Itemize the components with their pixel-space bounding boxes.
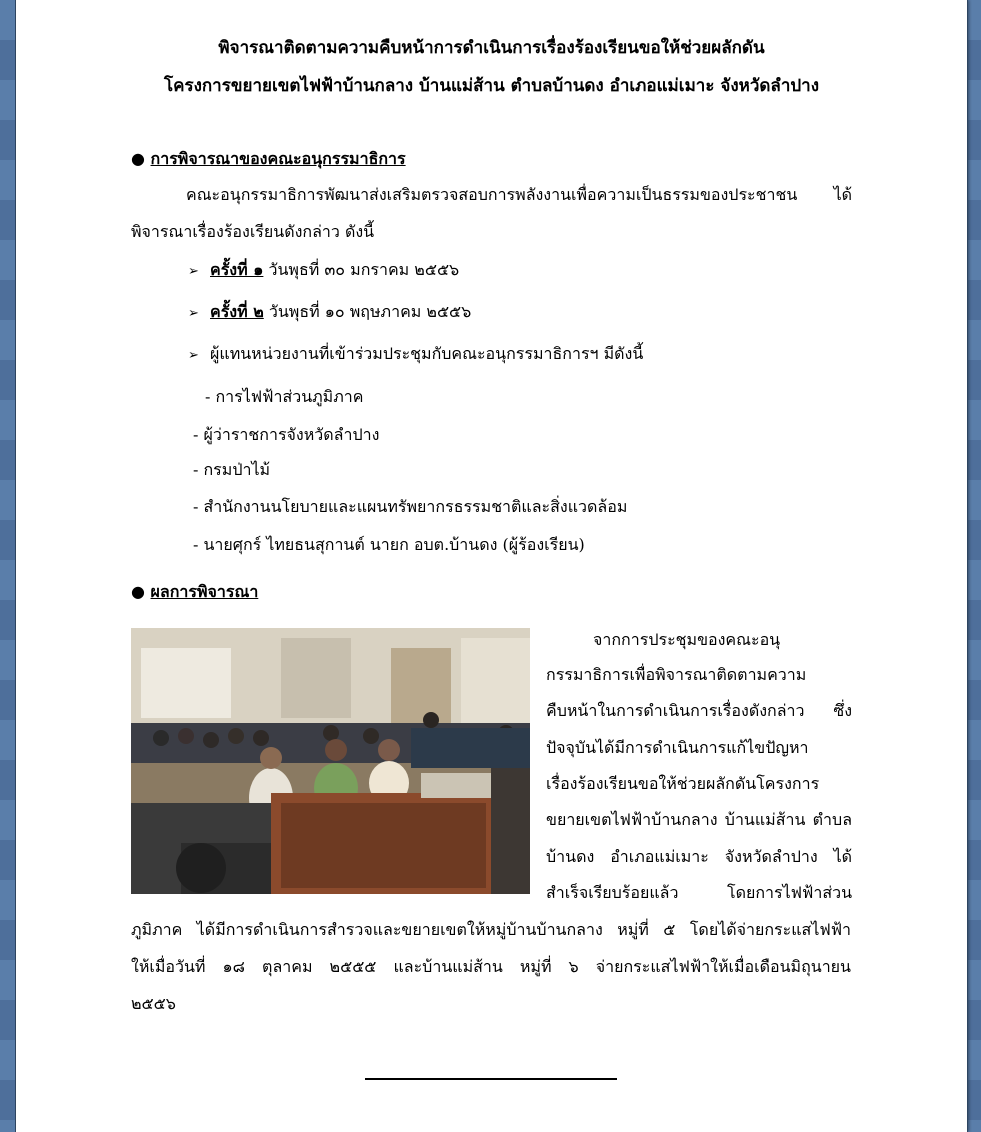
result-text-line: จากการประชุมของคณะอนุ xyxy=(593,630,781,649)
result-text-line: ปัจจุบันได้มีการดำเนินการแก้ไขปัญหา xyxy=(546,738,809,757)
result-text-line: ภูมิภาค ได้มีการดำเนินการสำรวจและขยายเขตให้หมู่บ้านบ้านกลาง หมู่ที่ ๕ โดยได้จ่ายกระแสไฟฟ้า xyxy=(131,920,851,939)
arrow-bullet-icon: ➢ xyxy=(188,264,199,279)
result-text-line: ๒๕๕๖ xyxy=(131,994,176,1013)
result-text-line: ขยายเขตไฟฟ้าบ้านกลาง บ้านแม่ส้าน ตำบล xyxy=(546,810,852,829)
meeting-item-1 xyxy=(188,258,459,283)
paragraph-line: พิจารณาเรื่องร้องเรียนดังกล่าว ดังนี้ xyxy=(131,222,375,241)
result-text-line: เรื่องร้องเรียนขอให้ช่วยผลักดันโครงการ xyxy=(546,774,820,793)
document-title-line-2: โครงการขยายเขตไฟฟ้าบ้านกลาง บ้านแม่ส้าน ตำบลบ้านดง อำเภอแม่เมาะ จังหวัดลำปาง xyxy=(163,76,820,96)
attendees-intro xyxy=(188,342,643,367)
document-page xyxy=(16,0,967,1132)
meeting-label: ครั้งที่ ๒ xyxy=(210,302,264,321)
meeting-photo-illustration xyxy=(131,628,530,894)
meeting-label: ครั้งที่ ๑ xyxy=(210,260,264,279)
closing-rule xyxy=(365,1078,617,1080)
result-text-line: บ้านดง อำเภอแม่เมาะ จังหวัดลำปาง ได้ xyxy=(546,847,852,866)
section-heading-text: ผลการพิจารณา xyxy=(150,582,259,601)
document-title-line-1: พิจารณาติดตามความคืบหน้าการดำเนินการเรื่องร้องเรียนขอให้ช่วยผลักดัน xyxy=(218,38,765,58)
attendee-item: - การไฟฟ้าส่วนภูมิภาค xyxy=(205,387,364,406)
attendee-item: - ผู้ว่าราชการจังหวัดลำปาง xyxy=(193,425,380,444)
section-heading-text: การพิจารณาของคณะอนุกรรมาธิการ xyxy=(150,149,406,168)
attendee-item: - กรมป่าไม้ xyxy=(193,460,271,479)
meeting-date: วันพุธที่ ๑๐ พฤษภาคม ๒๕๕๖ xyxy=(268,302,472,321)
meeting-date: วันพุธที่ ๓๐ มกราคม ๒๕๕๖ xyxy=(268,260,460,279)
meeting-photo xyxy=(131,628,530,894)
attendee-item: - สำนักงานนโยบายและแผนทรัพยากรธรรมชาติและสิ่งแวดล้อม xyxy=(193,497,628,516)
result-text-line: สำเร็จเรียบร้อยแล้ว โดยการไฟฟ้าส่วน xyxy=(546,883,852,902)
arrow-bullet-icon: ➢ xyxy=(188,348,199,363)
arrow-bullet-icon: ➢ xyxy=(188,306,199,321)
paragraph-line: คณะอนุกรรมาธิการพัฒนาส่งเสริมตรวจสอบการพลังงานเพื่อความเป็นธรรมของประชาชน ได้ xyxy=(186,185,852,204)
attendee-item: - นายศุกร์ ไทยธนสุกานต์ นายก อบต.บ้านดง (ผู้ร้องเรียน) xyxy=(193,535,585,554)
section-heading-consideration: ● การพิจารณาของคณะอนุกรรมาธิการ xyxy=(131,149,406,168)
attendees-intro-text: ผู้แทนหน่วยงานที่เข้าร่วมประชุมกับคณะอนุกรรมาธิการฯ มีดังนี้ xyxy=(210,344,644,363)
result-text-line: คืบหน้าในการดำเนินการเรื่องดังกล่าว ซึ่ง xyxy=(546,701,852,720)
result-text-line: กรรมาธิการเพื่อพิจารณาติดตามความ xyxy=(546,665,807,684)
section-heading-result: ● ผลการพิจารณา xyxy=(131,582,259,601)
meeting-item-2 xyxy=(188,300,471,325)
result-text-line: ให้เมื่อวันที่ ๑๘ ตุลาคม ๒๕๕๕ และบ้านแม่ส้าน หมู่ที่ ๖ จ่ายกระแสไฟฟ้าให้เมื่อเดือนมิถุนายน xyxy=(131,957,851,976)
